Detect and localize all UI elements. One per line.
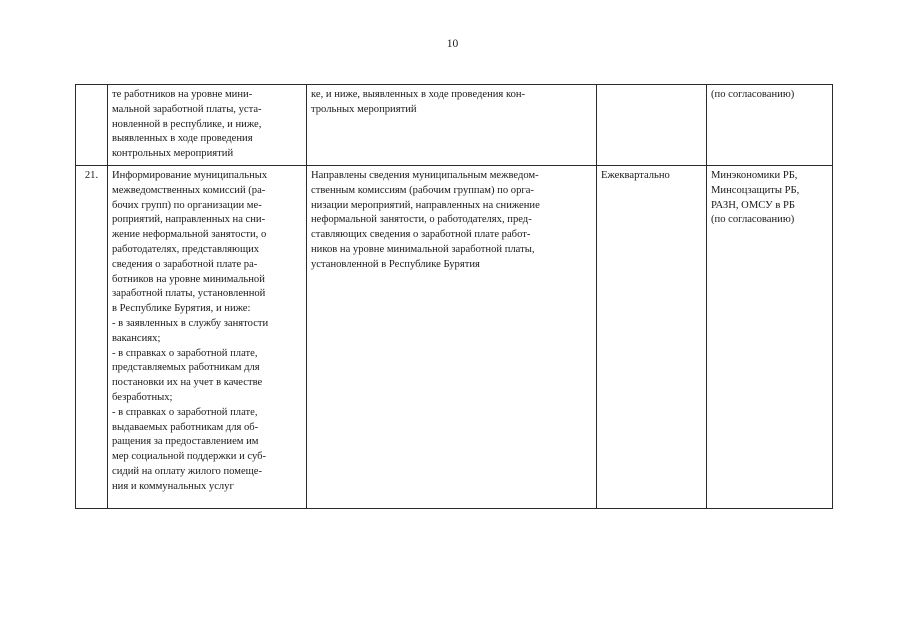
row-number-cell xyxy=(76,85,108,166)
result-line: неформальной занятости, о работодателях, пред- xyxy=(311,214,532,226)
responsible-line: Минсоцзащиты РБ, xyxy=(711,184,800,196)
result-line: Направлены сведения муниципальным межведом- xyxy=(311,170,539,181)
result-cell xyxy=(307,166,597,509)
row-number-cell: 21. xyxy=(76,166,108,509)
event-line: Информирование муниципальных xyxy=(112,170,268,181)
deadline-cell: Ежеквартально xyxy=(597,166,707,509)
event-line: - в справках о заработной плате, xyxy=(112,347,258,359)
event-line: те работников на уровне мини- xyxy=(112,89,253,100)
event-line: ботников на уровне минимальной xyxy=(112,273,265,285)
event-line: вакансиях; xyxy=(112,332,161,344)
responsible-line: (по согласованию) xyxy=(711,89,795,100)
event-line: ращения за предоставлением им xyxy=(112,436,259,448)
event-line: бочих групп) по организации ме- xyxy=(112,199,262,211)
responsible-cell xyxy=(707,85,833,166)
result-line: трольных мероприятий xyxy=(311,103,417,115)
event-line: представляемых работникам для xyxy=(112,362,260,374)
event-line: выдаваемых работникам для об- xyxy=(112,421,259,433)
event-line: мер социальной поддержки и суб- xyxy=(112,451,267,463)
result-line: низации мероприятий, направленных на снижение xyxy=(311,199,540,211)
event-line: - в заявленных в службу занятости xyxy=(112,317,269,329)
event-line: сидий на оплату жилого помеще- xyxy=(112,465,263,477)
result-line: установленной в Республике Бурятия xyxy=(311,258,480,270)
table-row xyxy=(76,85,833,166)
event-line: сведения о заработной плате ра- xyxy=(112,258,258,270)
deadline-cell xyxy=(597,85,707,166)
event-cell xyxy=(108,85,307,166)
result-cell xyxy=(307,85,597,166)
event-line: новленной в республике, и ниже, xyxy=(112,118,262,130)
event-line: роприятий, направленных на сни- xyxy=(112,214,266,226)
event-line: выявленных в ходе проведения xyxy=(112,133,253,145)
page-number: 10 xyxy=(446,38,459,50)
event-line: - в справках о заработной плате, xyxy=(112,406,258,418)
table-row xyxy=(76,166,833,509)
responsible-cell xyxy=(707,166,833,509)
result-line: ставляющих сведения о заработной плате работ- xyxy=(311,229,531,241)
event-line: межведомственных комиссий (ра- xyxy=(112,184,266,196)
measures-table xyxy=(75,84,833,509)
event-line: постановки их на учет в качестве xyxy=(112,377,263,389)
event-line: работодателях, представляющих xyxy=(112,243,260,255)
event-line: заработной платы, установленной xyxy=(112,288,266,300)
result-line: ке, и ниже, выявленных в ходе проведения кон- xyxy=(311,89,526,100)
result-line: ственным комиссиям (рабочим группам) по орга- xyxy=(311,184,534,196)
event-line: безработных; xyxy=(112,391,173,403)
event-line: контрольных мероприятий xyxy=(112,148,234,160)
responsible-line: (по согласованию) xyxy=(711,214,795,226)
result-line: ников на уровне минимальной заработной платы, xyxy=(311,243,535,255)
event-line: жение неформальной занятости, о xyxy=(112,229,267,241)
responsible-line: РАЗН, ОМСУ в РБ xyxy=(711,199,795,211)
event-line: мальной заработной платы, уста- xyxy=(112,103,262,115)
responsible-line: Минэкономики РБ, xyxy=(711,170,798,181)
event-line: ния и коммунальных услуг xyxy=(112,480,234,492)
event-cell xyxy=(108,166,307,509)
event-line: в Республике Бурятия, и ниже: xyxy=(112,303,251,315)
